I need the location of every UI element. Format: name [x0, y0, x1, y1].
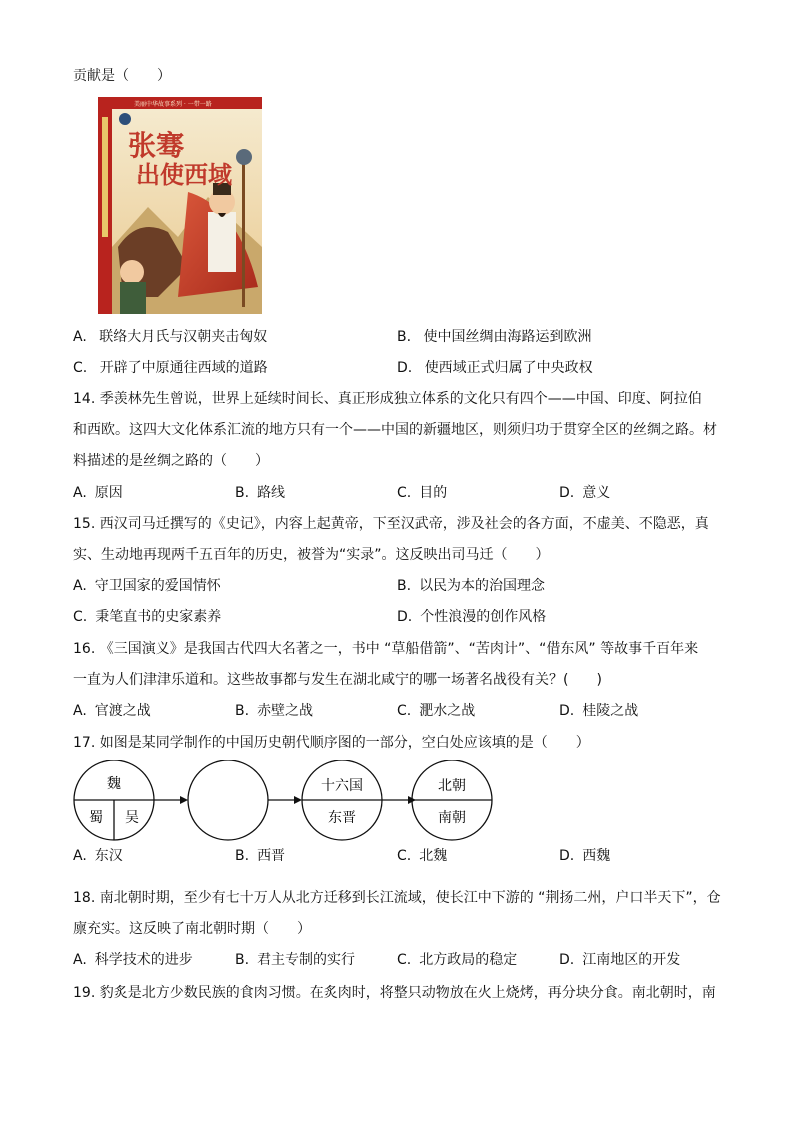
- q17-option-d[interactable]: [559, 846, 610, 866]
- q16-option-d[interactable]: [559, 701, 638, 721]
- option-letter: B.: [235, 952, 250, 968]
- option-text: 意义: [582, 485, 611, 501]
- q17-option-c[interactable]: [397, 846, 447, 866]
- q14-option-a[interactable]: [73, 483, 123, 503]
- option-text: 科学技术的进步: [94, 952, 193, 968]
- book-series-label: 美丽中华故事系列 · 一带一路: [134, 101, 212, 108]
- diagram-circle-blank: [188, 760, 268, 840]
- option-letter: B.: [235, 485, 250, 501]
- option-letter: A.: [73, 578, 87, 594]
- option-text: 路线: [257, 485, 286, 501]
- option-text: 官渡之战: [94, 703, 151, 719]
- q13-option-b[interactable]: [397, 327, 592, 347]
- q13-stem-tail: 贡献是（ ）: [73, 68, 171, 84]
- diagram-label-wei: 魏: [107, 776, 121, 792]
- q17-option-b[interactable]: [235, 846, 285, 866]
- diagram-label-shu: 蜀: [89, 810, 103, 826]
- diagram-label-sixteen-kingdoms: 十六国: [321, 778, 363, 794]
- q18-option-a[interactable]: [73, 950, 193, 970]
- q19-stem-line: 19. 豹炙是北方少数民族的食肉习惯。在炙肉时，将整只动物放在火上烧烤，再分块分食。南北朝时，南: [73, 985, 716, 1001]
- option-text: 以民为本的治国理念: [419, 578, 546, 594]
- diagram-label-eastern-jin: 东晋: [328, 810, 356, 826]
- q14-option-c[interactable]: [397, 483, 447, 503]
- option-letter: C.: [397, 848, 412, 864]
- q18-option-b[interactable]: [235, 950, 355, 970]
- option-letter: C.: [73, 609, 88, 625]
- option-letter: D.: [397, 360, 413, 376]
- q18-stem-line: 18. 南北朝时期，至少有七十万人从北方迁移到长江流域，使长江中下游的 “荆扬二州，户口半天下”，仓: [73, 890, 721, 906]
- option-letter: A.: [73, 329, 87, 345]
- diagram-label-wu: 吴: [125, 810, 139, 826]
- option-text: 联络大月氏与汉朝夹击匈奴: [99, 329, 268, 345]
- option-text: 北魏: [419, 848, 448, 864]
- option-letter: C.: [397, 952, 412, 968]
- q17-stem: 17. 如图是某同学制作的中国历史朝代顺序图的一部分，空白处应该填的是（ ）: [73, 735, 590, 751]
- q13-option-c[interactable]: [73, 358, 268, 378]
- q13-option-a[interactable]: [73, 327, 267, 347]
- q14-stem-line: 料描述的是丝绸之路的（ ）: [73, 453, 269, 469]
- option-text: 北方政局的稳定: [419, 952, 518, 968]
- option-letter: A.: [73, 848, 87, 864]
- q14-stem-line: 和西欧。这四大文化体系汇流的地方只有一个——中国的新疆地区，则须归功于贯穿全区的丝绸之路。材: [73, 422, 717, 438]
- option-letter: C.: [397, 485, 412, 501]
- diagram-label-northern-dynasties: 北朝: [438, 778, 466, 794]
- q15-option-a[interactable]: [73, 576, 221, 596]
- q16-option-b[interactable]: [235, 701, 313, 721]
- option-text: 秉笔直书的史家素养: [95, 609, 222, 625]
- q18-option-c[interactable]: [397, 950, 517, 970]
- q13-option-d[interactable]: [397, 358, 593, 378]
- option-letter: B.: [397, 578, 412, 594]
- option-text: 使西域正式归属了中央政权: [424, 360, 593, 376]
- q16-option-a[interactable]: [73, 701, 151, 721]
- option-letter: B.: [235, 703, 250, 719]
- q14-stem-line: 14. 季羡林先生曾说，世界上延续时间长、真正形成独立体系的文化只有四个——中国、印度、阿拉伯: [73, 391, 702, 407]
- q16-option-c[interactable]: [397, 701, 475, 721]
- book-title-line1: 张骞: [128, 129, 185, 162]
- option-text: 西晋: [257, 848, 286, 864]
- option-letter: D.: [559, 848, 575, 864]
- option-text: 个性浪漫的创作风格: [420, 609, 547, 625]
- arrow-right-icon: [180, 796, 188, 804]
- option-text: 江南地区的开发: [582, 952, 681, 968]
- q14-option-b[interactable]: [235, 483, 285, 503]
- option-letter: D.: [559, 485, 575, 501]
- option-letter: D.: [559, 952, 575, 968]
- option-letter: A.: [73, 485, 87, 501]
- option-text: 西魏: [582, 848, 611, 864]
- option-text: 桂陵之战: [582, 703, 639, 719]
- option-letter: B.: [397, 329, 412, 345]
- option-letter: D.: [559, 703, 575, 719]
- q16-stem-line: 16. 《三国演义》是我国古代四大名著之一，书中 “草船借箭”、“苦肉计”、“借东风” 等故事千百年来: [73, 641, 699, 657]
- option-letter: C.: [397, 703, 412, 719]
- option-text: 使中国丝绸由海路运到欧洲: [423, 329, 592, 345]
- q18-stem-line: 廪充实。这反映了南北朝时期（ ）: [73, 921, 311, 937]
- option-text: 目的: [419, 485, 448, 501]
- dynasty-sequence-diagram: [68, 760, 498, 842]
- q17-option-a[interactable]: [73, 846, 123, 866]
- option-letter: B.: [235, 848, 250, 864]
- option-text: 开辟了中原通往西域的道路: [99, 360, 268, 376]
- option-letter: C.: [73, 360, 88, 376]
- q15-option-b[interactable]: [397, 576, 545, 596]
- q15-option-c[interactable]: [73, 607, 221, 627]
- option-letter: A.: [73, 703, 87, 719]
- option-text: 东汉: [94, 848, 123, 864]
- q15-option-d[interactable]: [397, 607, 546, 627]
- q15-stem-line: 实、生动地再现两千五百年的历史，被誉为“实录”。这反映出司马迁（ ）: [73, 547, 550, 563]
- q14-option-d[interactable]: [559, 483, 610, 503]
- arrow-right-icon: [294, 796, 302, 804]
- option-letter: A.: [73, 952, 87, 968]
- option-text: 赤壁之战: [257, 703, 314, 719]
- option-text: 淝水之战: [419, 703, 476, 719]
- option-text: 原因: [94, 485, 123, 501]
- option-text: 君主专制的实行: [257, 952, 356, 968]
- option-letter: D.: [397, 609, 413, 625]
- q18-option-d[interactable]: [559, 950, 680, 970]
- book-title-line2: 出使西域: [136, 160, 232, 189]
- option-text: 守卫国家的爱国情怀: [94, 578, 221, 594]
- book-cover-image: [98, 97, 262, 314]
- diagram-label-southern-dynasties: 南朝: [438, 810, 466, 826]
- q16-stem-line: 一直为人们津津乐道和。这些故事都与发生在湖北咸宁的哪一场著名战役有关？( ): [73, 672, 602, 688]
- q15-stem-line: 15. 西汉司马迁撰写的《史记》，内容上起黄帝，下至汉武帝，涉及社会的各方面，不虚美、不隐恶，真: [73, 516, 709, 532]
